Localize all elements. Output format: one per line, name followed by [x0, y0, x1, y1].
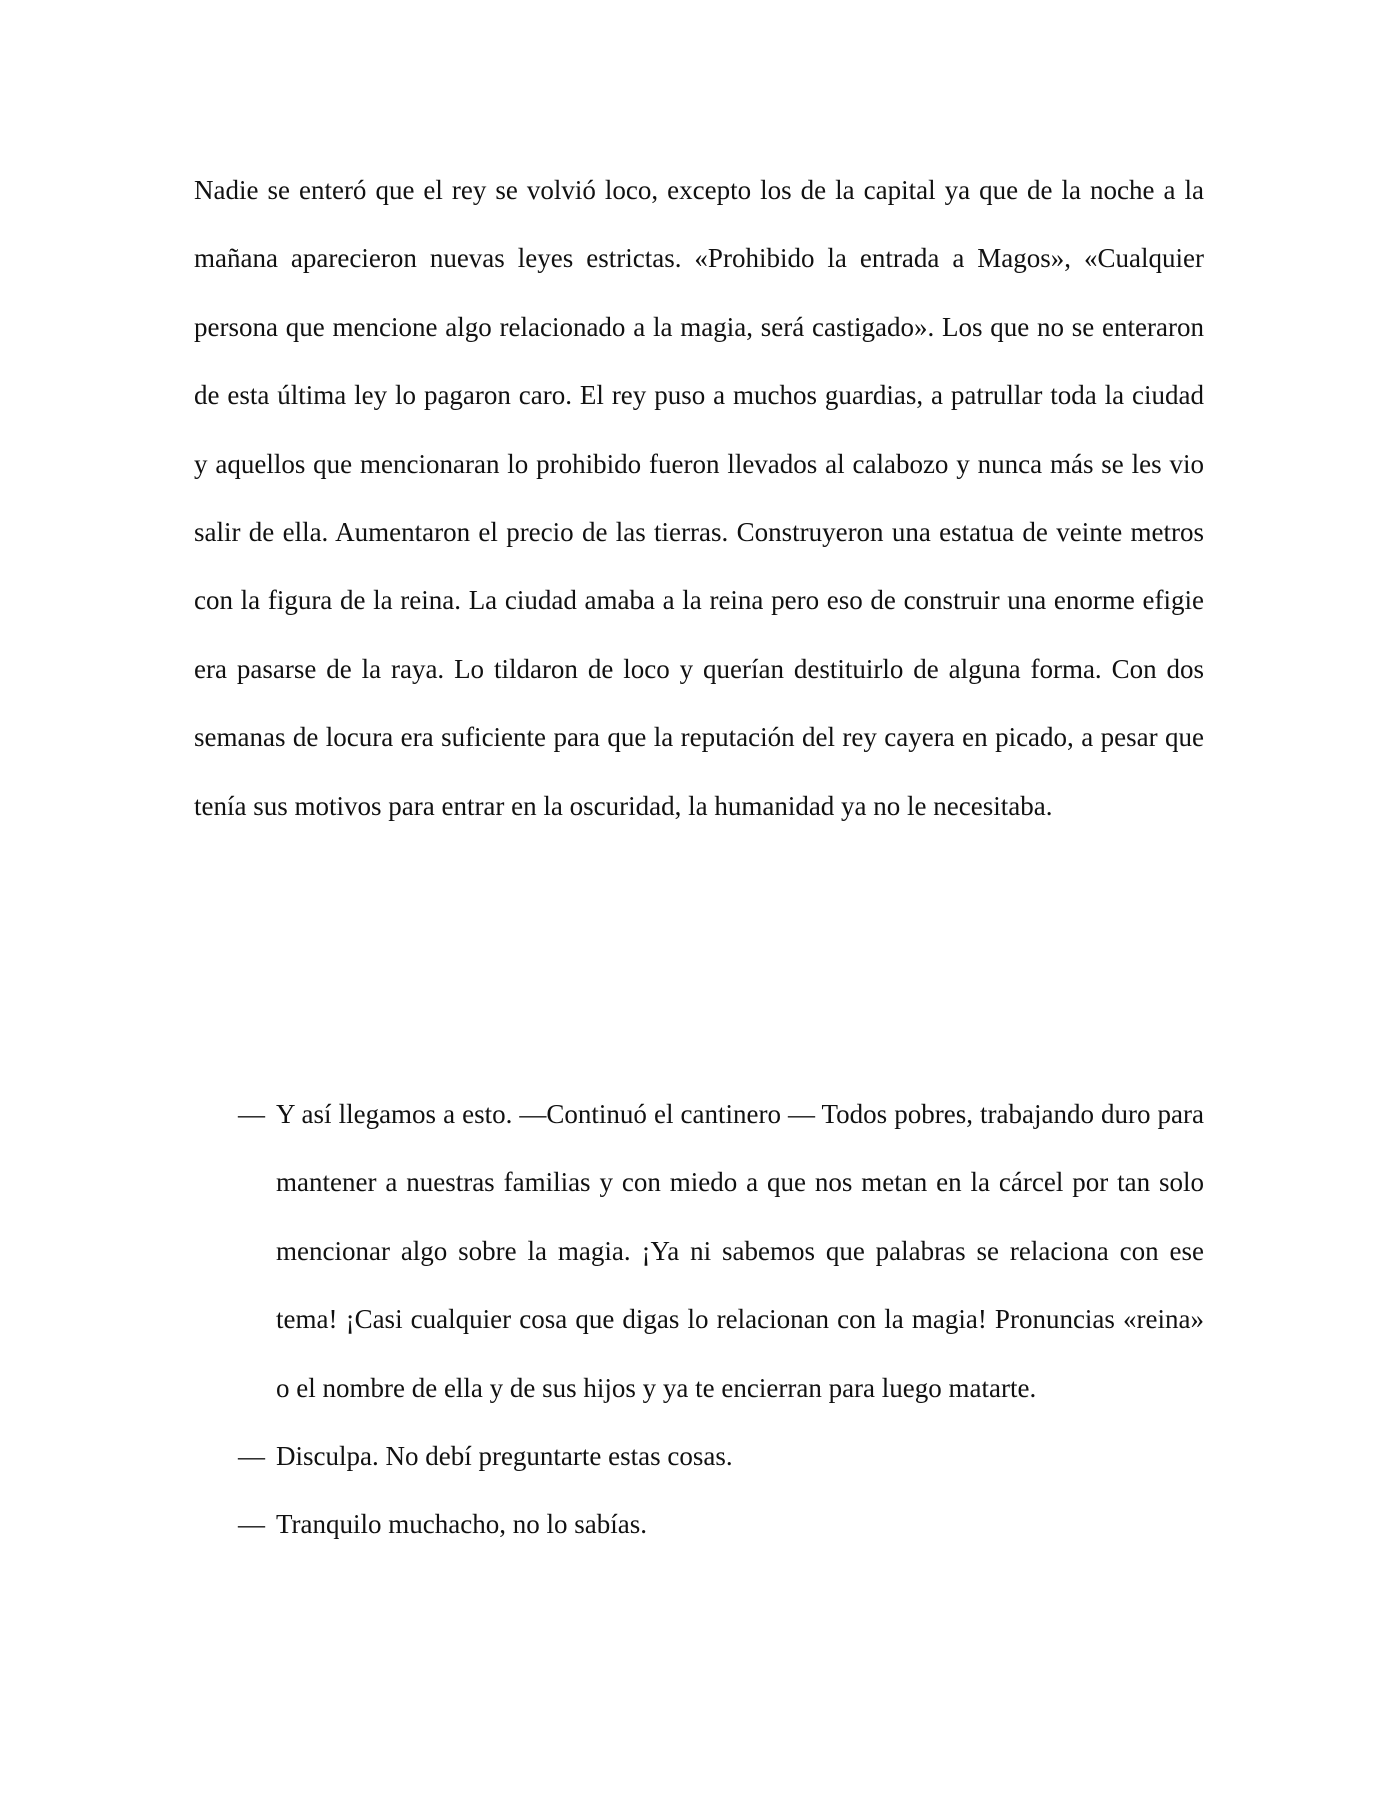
dialogue-line	[194, 1422, 1204, 1490]
narrative-paragraph: Nadie se enteró que el rey se volvió loco, excepto los de la capital ya que de la noche a la mañana aparecieron nuevas leyes estrictas. «Prohibido la entrada a Magos», «Cualquier persona que mencione algo relacionado a la magia, será castigado». Los que no se enteraron de esta última ley lo pagaron caro. El rey puso a muchos guardias, a patrullar toda la ciudad y aquellos que mencionaran lo prohibido fueron llevados al calabozo y nunca más se les vio salir de ella. Aumentaron el precio de las tierras. Construyeron una estatua de veinte metros con la figura de la reina. La ciudad amaba a la reina pero eso de construir una enorme efigie era pasarse de la raya. Lo tildaron de loco y querían destituirlo de alguna forma. Con dos semanas de locura era suficiente para que la reputación del rey cayera en picado, a pesar que tenía sus motivos para entrar en la oscuridad, la humanidad ya no le necesitaba.	[194, 175, 1204, 821]
dialogue-line	[194, 1080, 1204, 1422]
dialogue-line	[194, 1490, 1204, 1558]
dialogue-text: Disculpa. No debí preguntarte estas cosas.	[276, 1441, 733, 1472]
dialogue-text: Y así llegamos a esto. —Continuó el cantinero — Todos pobres, trabajando duro para mantener a nuestras familias y con miedo a que nos metan en la cárcel por tan solo mencionar algo sobre la magia. ¡Ya ni sabemos que palabras se relaciona con ese tema! ¡Casi cualquier cosa que digas lo relacionan con la magia! Pronuncias «reina» o el nombre de ella y de sus hijos y ya te encierran para luego matarte.	[276, 1099, 1204, 1403]
dialogue-dash: —	[238, 1099, 265, 1129]
dialogue-dash: —	[238, 1509, 265, 1540]
dialogue-dash: —	[238, 1441, 265, 1472]
dialogue-list	[194, 1080, 1204, 1559]
dialogue-text: Tranquilo muchacho, no lo sabías.	[276, 1509, 647, 1540]
